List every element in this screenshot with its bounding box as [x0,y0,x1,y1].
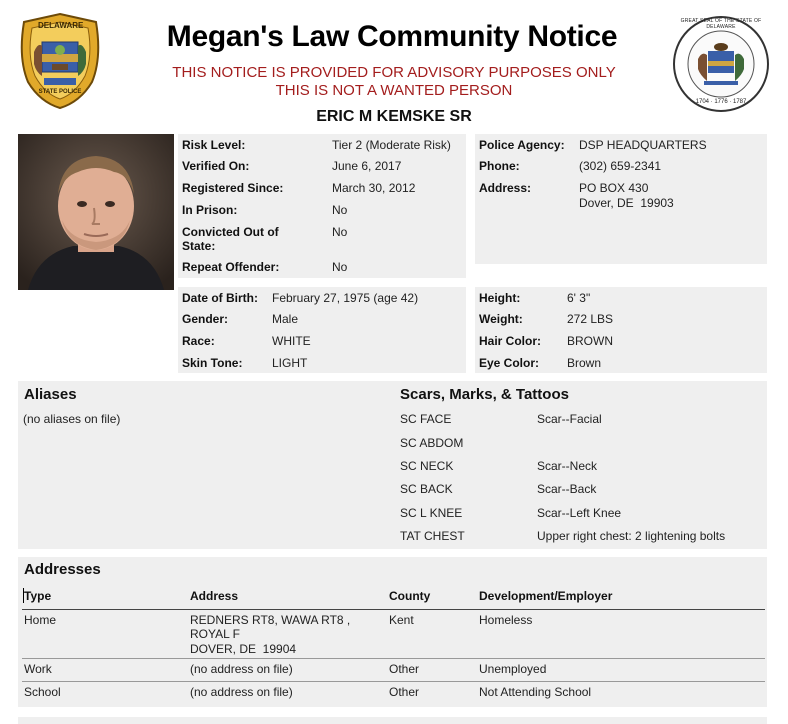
scar-desc: Scar--Neck [537,459,598,473]
scar-code: TAT CHEST [400,529,465,543]
seal-ring-text: GREAT SEAL OF THE STATE OF DELAWARE [680,18,762,30]
risk-level-label: Risk Level: [182,138,246,152]
scar-code: SC NECK [400,459,454,473]
weight-value: 272 LBS [567,312,614,326]
eye-color-value: Brown [567,356,602,370]
registered-since-value: March 30, 2012 [332,181,416,195]
skin-tone-label: Skin Tone: [182,356,243,370]
eye-color-label: Eye Color: [479,356,540,370]
offender-photo [18,134,174,290]
repeat-offender-value: No [332,260,348,274]
hair-color-label: Hair Color: [479,334,542,348]
agency-info-panel [475,134,767,264]
address-type: Home [24,613,57,627]
in-prison-value: No [332,203,348,217]
scar-code: SC ABDOM [400,436,464,450]
addresses-heading: Addresses [24,561,101,578]
convicted-out-label-2: State: [182,239,216,253]
risk-info-panel [178,134,466,278]
dob-label: Date of Birth: [182,291,258,305]
verified-on-value: June 6, 2017 [332,159,402,173]
address-employer: Homeless [479,613,533,627]
address-line: ROYAL F [190,627,241,641]
mugshot-icon [18,134,174,290]
agency-address-label: Address: [479,181,532,195]
aliases-scars-panel [18,381,767,549]
convicted-out-value: No [332,225,348,239]
verified-on-label: Verified On: [182,159,250,173]
physical-details-panel [475,287,767,373]
police-agency-label: Police Agency: [479,138,565,152]
badge-bottom-text: STATE POLICE [38,89,82,95]
personal-details-panel [178,287,466,373]
address-county: Other [389,685,420,699]
row-divider [22,681,765,682]
dob-value: February 27, 1975 (age 42) [272,291,419,305]
phone-value: (302) 659-2341 [579,159,662,173]
scar-code: SC L KNEE [400,506,463,520]
height-label: Height: [479,291,521,305]
badge-top-text: DELAWARE [38,21,84,30]
scars-heading: Scars, Marks, & Tattoos [400,386,569,403]
scar-desc: Scar--Facial [537,412,602,426]
address-line: DOVER, DE 19904 [190,642,297,656]
seal-years: 1704 · 1776 · 1787 [695,99,747,105]
address-county: Other [389,662,420,676]
hair-color-value: BROWN [567,334,613,348]
col-header-address: Address [190,589,239,603]
race-value: WHITE [272,334,311,348]
next-section-panel [18,717,767,724]
race-label: Race: [182,334,215,348]
height-value: 6' 3" [567,291,591,305]
text-cursor [23,588,24,603]
aliases-empty: (no aliases on file) [23,412,121,426]
scar-desc: Scar--Left Knee [537,506,622,520]
agency-address-line1: PO BOX 430 [579,181,649,195]
gender-label: Gender: [182,312,229,326]
address-county: Kent [389,613,414,627]
address-employer: Unemployed [479,662,547,676]
agency-address-line2: Dover, DE 19903 [579,196,674,210]
address-line: (no address on file) [190,685,293,699]
offender-name: ERIC M KEMSKE SR [316,108,472,125]
address-employer: Not Attending School [479,685,592,699]
scar-code: SC FACE [400,412,452,426]
address-type: School [24,685,61,699]
page-title: Megan's Law Community Notice [166,20,618,53]
row-divider [22,658,765,659]
advisory-line-2: THIS IS NOT A WANTED PERSON [275,82,513,99]
address-line: (no address on file) [190,662,293,676]
weight-label: Weight: [479,312,523,326]
repeat-offender-label: Repeat Offender: [182,260,280,274]
header-divider [22,609,765,610]
scar-desc: Upper right chest: 2 lightening bolts [537,529,726,543]
in-prison-label: In Prison: [182,203,238,217]
convicted-out-label: Convicted Out of [182,225,279,239]
gender-value: Male [272,312,299,326]
phone-label: Phone: [479,159,520,173]
address-type: Work [24,662,52,676]
scar-desc: Scar--Back [537,482,597,496]
addresses-panel [18,557,767,707]
aliases-heading: Aliases [24,386,77,403]
risk-level-value: Tier 2 (Moderate Risk) [332,138,451,152]
police-agency-value: DSP HEADQUARTERS [579,138,707,152]
col-header-employer: Development/Employer [479,589,613,603]
scar-code: SC BACK [400,482,453,496]
skin-tone-value: LIGHT [272,356,308,370]
col-header-county: County [389,589,431,603]
advisory-line-1: THIS NOTICE IS PROVIDED FOR ADVISORY PURPOSES ONLY [172,64,616,81]
registered-since-label: Registered Since: [182,181,284,195]
col-header-type: Type [24,589,52,603]
address-line: REDNERS RT8, WAWA RT8 , [190,613,351,627]
